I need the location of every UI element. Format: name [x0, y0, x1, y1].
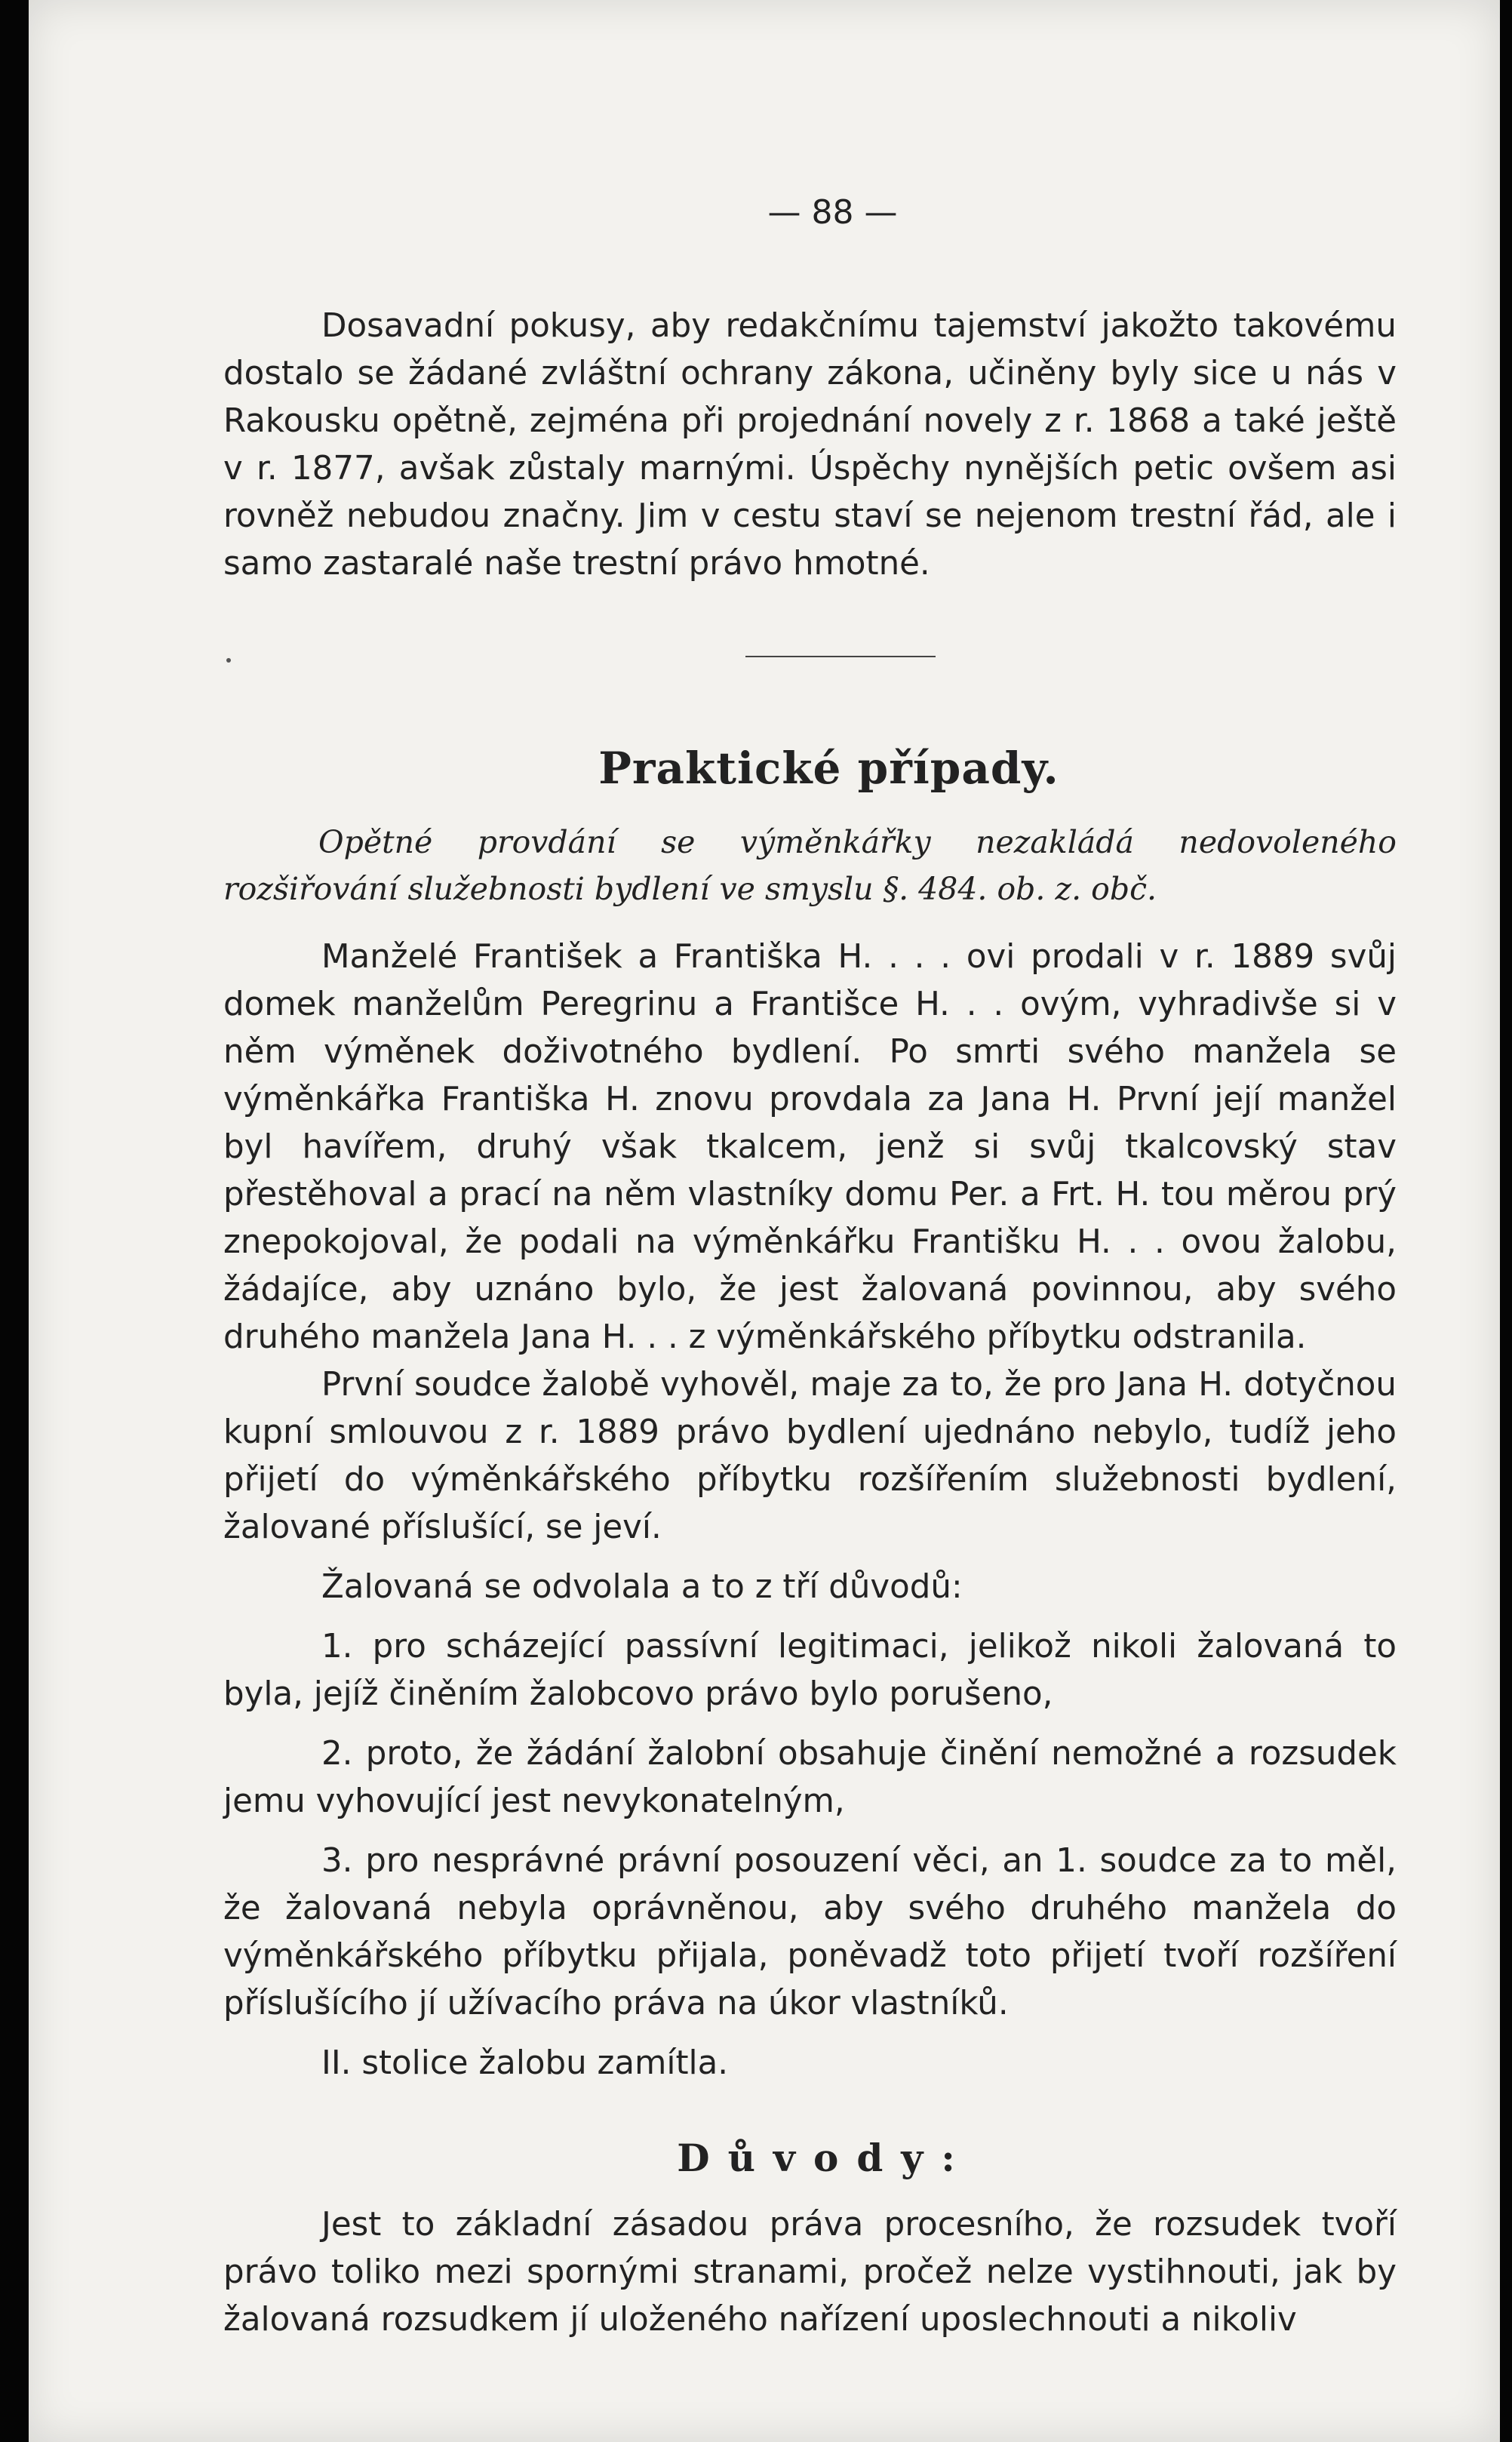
page-number: — 88 — — [767, 193, 898, 232]
appeal-reason-3: 3. pro nesprávné právní posouzení věci, an 1. soudce za to měl, že žalovaná nebyla oprávněnou, aby svého druhého manžela do výměnkářského příbytku přijala, poněvadž toto přijetí tvoří rozšíření příslušícího jí užívacího práva na úkor vlastníků. — [223, 1842, 1397, 2022]
appeal-intro-paragraph: Žalovaná se odvolala a to z tří důvodů: — [321, 1568, 963, 1606]
facts-paragraph: Manželé František a Františka H. . . . ovi prodali v r. 1889 svůj domek manželům Peregrinu a Františce H. . . ovým, vyhradivše si v něm výměnek doživotného bydlení. Po smrti svého manžela se výměnkářka Františka H. znovu provdala za Jana H. První její manžel byl havířem, druhý však tkalcem, jenž si svůj tkalcovský stav přestěhoval a prací na něm vlastníky domu Per. a Frt. H. tou měrou prý znepokojoval, že podali na výměnkářku Františku H. . . ovou žalobu, žádajíce, aby uznáno bylo, že jest žalovaná povinnou, aby svého druhého manžela Jana H. . . z výměnkářského příbytku odstranila. — [223, 938, 1397, 1356]
intro-paragraph: Dosavadní pokusy, aby redakčnímu tajemství jakožto takovému dostalo se žádané zvláštní ochrany zákona, učiněny byly sice u nás v Rakousku opětně, zejména při projednání novely z r. 1868 a také ještě v r. 1877, avšak zůstaly marnými. Úspěchy nynějších petic ovšem asi rovněž nebudou značny. Jim v cestu staví se nejenom trestní řád, ale i samo zastaralé naše trestní právo hmotné. — [223, 307, 1397, 583]
scanned-page — [29, 0, 1500, 2442]
section-title: Praktické případy. — [598, 743, 1059, 794]
second-instance-paragraph: II. stolice žalobu zamítla. — [321, 2044, 729, 2082]
page-content — [223, 189, 1397, 2344]
first-instance-paragraph: První soudce žalobě vyhověl, maje za to, že pro Jana H. dotyčnou kupní smlouvou z r. 1889 právo bydlení ujednáno nebylo, tudíž jeho přijetí do výměnkářského příbytku rozšířením služebnosti bydlení, žalované příslušící, se jeví. — [223, 1366, 1397, 1546]
appeal-reason-2: 2. proto, že žádání žalobní obsahuje činění nemožné a rozsudek jemu vyhovující jest nevykonatelným, — [223, 1735, 1397, 1820]
case-heading: Opětné provdání se výměnkářky nezakládá nedovoleného rozšiřování služebnosti bydlení ve smyslu §. 484. ob. z. obč. — [223, 824, 1397, 907]
section-divider — [745, 656, 936, 657]
reasons-paragraph: Jest to základní zásadou práva procesního, že rozsudek tvoří právo toliko mezi spornými stranami, pročež nelze vystihnouti, jak by žalovaná rozsudkem jí uloženého nařízení uposlechnouti a nikoliv — [223, 2206, 1397, 2339]
appeal-reason-1: 1. pro scházející passívní legitimaci, jelikož nikoli žalovaná to byla, jejíž činěním žalobcovo právo bylo porušeno, — [223, 1628, 1397, 1713]
reasons-title: Důvody: — [677, 2136, 973, 2180]
